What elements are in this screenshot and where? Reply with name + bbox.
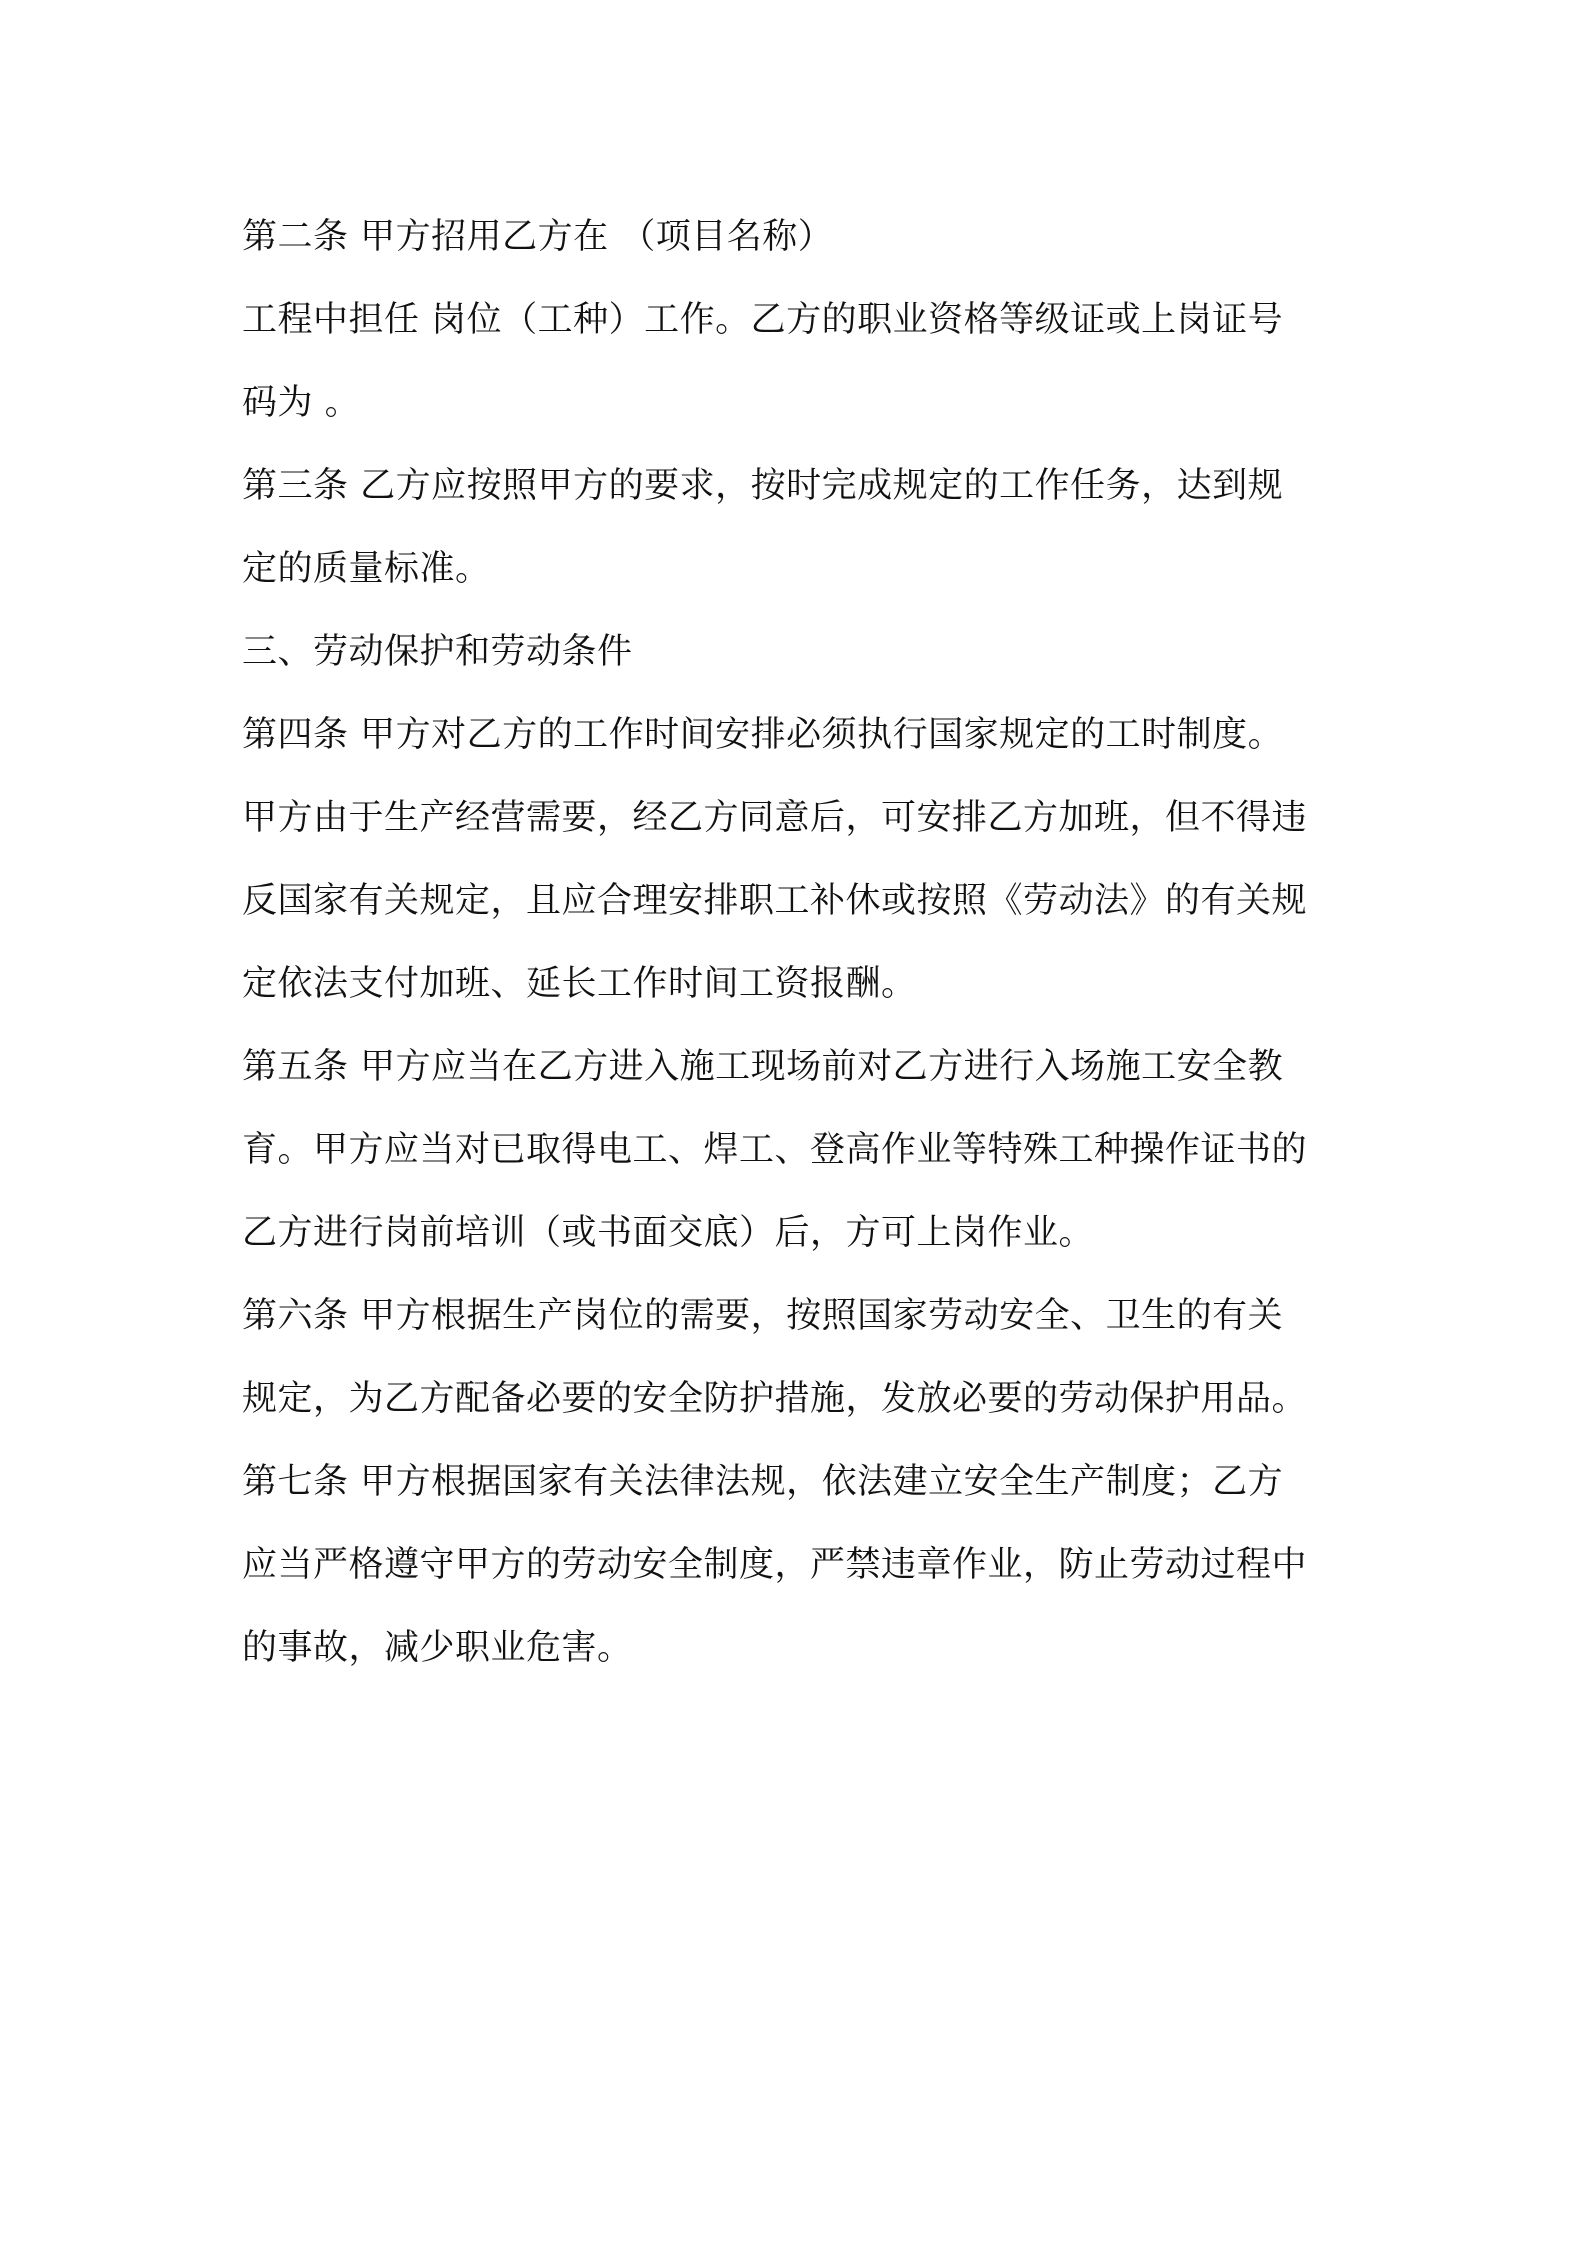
- text-line: 第四条 甲方对乙方的工作时间安排必须执行国家规定的工时制度。: [242, 715, 1284, 755]
- document-body: [242, 196, 1362, 1690]
- text-line: 第二条 甲方招用乙方在 （项目名称）: [242, 217, 834, 257]
- text-line: 的事故，减少职业危害。: [242, 1628, 633, 1668]
- article-5: [242, 1026, 1362, 1275]
- text-line: 应当严格遵守甲方的劳动安全制度，严禁违章作业，防止劳动过程中: [242, 1545, 1308, 1585]
- text-line: 反国家有关规定，且应合理安排职工补休或按照《劳动法》的有关规: [242, 881, 1308, 921]
- article-3: [242, 445, 1362, 611]
- text-line: 第七条 甲方根据国家有关法律法规，依法建立安全生产制度；乙方: [242, 1462, 1284, 1502]
- text-line: 规定，为乙方配备必要的安全防护措施，发放必要的劳动保护用品。: [242, 1379, 1308, 1419]
- text-line: 码为 。: [242, 383, 361, 423]
- text-line: 定的质量标准。: [242, 549, 491, 589]
- text-line: 甲方由于生产经营需要，经乙方同意后，可安排乙方加班，但不得违: [242, 798, 1308, 838]
- section-heading: [242, 611, 1362, 694]
- article-7: [242, 1441, 1362, 1690]
- article-6: [242, 1275, 1362, 1441]
- text-line: 第三条 乙方应按照甲方的要求，按时完成规定的工作任务，达到规: [242, 466, 1284, 506]
- text-line: 第六条 甲方根据生产岗位的需要，按照国家劳动安全、卫生的有关: [242, 1296, 1284, 1336]
- text-line: 第五条 甲方应当在乙方进入施工现场前对乙方进行入场施工安全教: [242, 1047, 1284, 1087]
- text-line: 乙方进行岗前培训（或书面交底）后，方可上岗作业。: [242, 1213, 1095, 1253]
- article-4: [242, 694, 1362, 1026]
- text-line: 工程中担任 岗位（工种）工作。乙方的职业资格等级证或上岗证号: [242, 300, 1284, 340]
- article-2: [242, 196, 1362, 445]
- text-line: 育。甲方应当对已取得电工、焊工、登高作业等特殊工种操作证书的: [242, 1130, 1308, 1170]
- text-line: 定依法支付加班、延长工作时间工资报酬。: [242, 964, 917, 1004]
- section-title: 三、劳动保护和劳动条件: [242, 632, 633, 672]
